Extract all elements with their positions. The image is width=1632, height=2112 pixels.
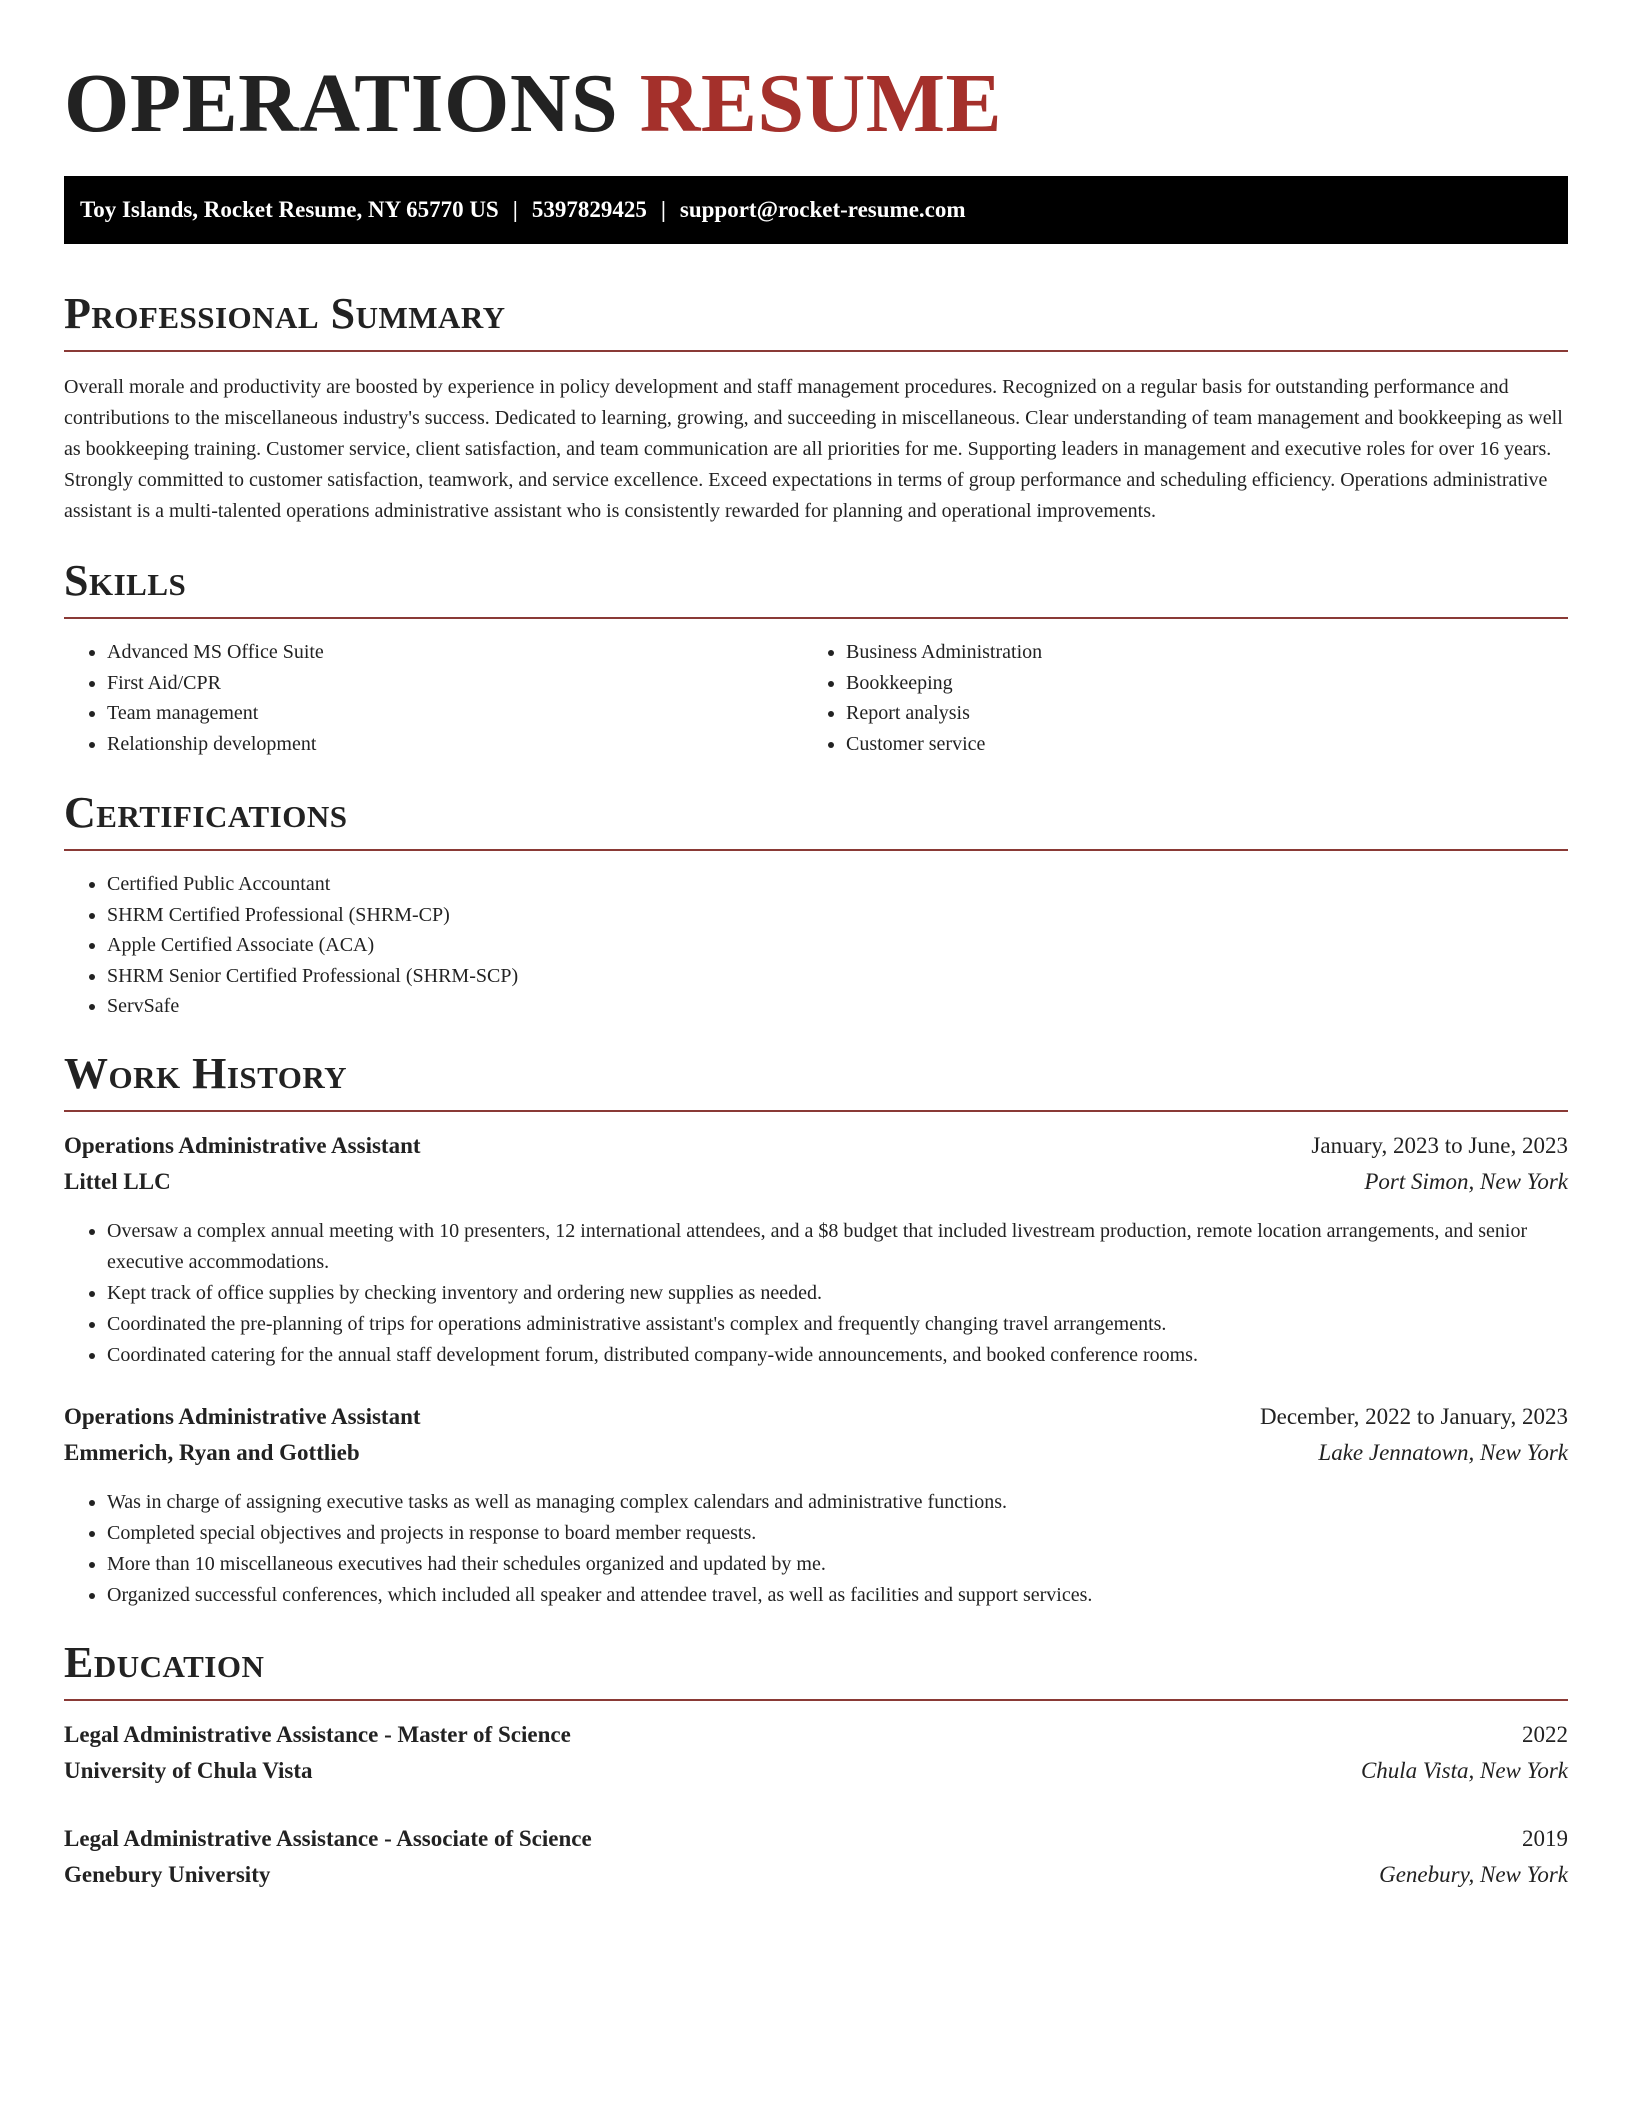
- education-location: Chula Vista, New York: [1360, 1757, 1568, 1783]
- job-entry: [64, 1399, 1568, 1611]
- job-bullet: • Was in charge of assigning executive tasks as well as managing complex calendars and administrative functions.: [107, 1487, 1568, 1518]
- skill-item: • Business Administration: [846, 637, 1542, 668]
- job-bullet: • Organized successful conferences, which included all speaker and attendee travel, as well as facilities and support services.: [107, 1580, 1568, 1611]
- skills-heading: Skills: [64, 556, 187, 605]
- skill-item: • First Aid/CPR: [107, 668, 803, 699]
- skill-item: • Customer service: [846, 729, 1542, 760]
- education-header-row: [64, 1821, 1568, 1857]
- job-bullet: • Kept track of office supplies by checking inventory and ordering new supplies as needed.: [107, 1278, 1568, 1309]
- work-history-section: [64, 1048, 1568, 1611]
- skill-item: • Bookkeeping: [846, 668, 1542, 699]
- job-location: Lake Jennatown, New York: [1318, 1439, 1568, 1465]
- job-bullet: • More than 10 miscellaneous executives had their schedules organized and updated by me.: [107, 1549, 1568, 1580]
- education-year: 2022: [1522, 1721, 1568, 1747]
- job-dates: January, 2023 to June, 2023: [1311, 1132, 1568, 1158]
- section-divider: [64, 849, 1568, 851]
- contact-separator: |: [512, 197, 518, 222]
- skill-item: • Relationship development: [107, 729, 803, 760]
- education-school-row: [64, 1753, 1568, 1789]
- job-role: Operations Administrative Assistant: [64, 1132, 421, 1158]
- education-header-row: [64, 1717, 1568, 1753]
- contact-address: Toy Islands, Rocket Resume, NY 65770 US: [80, 197, 499, 222]
- title-word-first: OPERATIONS: [64, 57, 619, 150]
- education-entry: [64, 1821, 1568, 1893]
- resume-title: [64, 0, 1568, 152]
- job-bullet: • Coordinated catering for the annual staff development forum, distributed company-wide announcements, and booked conference rooms.: [107, 1340, 1568, 1371]
- certification-item: • SHRM Senior Certified Professional (SHRM-SCP): [107, 961, 1568, 992]
- certification-item: • Certified Public Accountant: [107, 869, 1568, 900]
- skills-section: [64, 555, 1568, 759]
- contact-email[interactable]: support@rocket-resume.com: [679, 197, 966, 222]
- education-school-row: [64, 1857, 1568, 1893]
- skills-list-right: [803, 637, 1542, 759]
- certification-item: • ServSafe: [107, 991, 1568, 1022]
- education-heading: Education: [64, 1637, 265, 1687]
- education-degree: Legal Administrative Assistance - Master of Science: [64, 1721, 571, 1747]
- education-year: 2019: [1522, 1825, 1568, 1851]
- job-bullets: [64, 1216, 1568, 1371]
- education-school: Genebury University: [64, 1861, 271, 1887]
- resume-page: [64, 0, 1568, 1893]
- job-header-row: [64, 1128, 1568, 1164]
- education-entry: [64, 1717, 1568, 1789]
- education-section: [64, 1637, 1568, 1893]
- skills-list-left: [64, 637, 803, 759]
- skill-item: • Report analysis: [846, 698, 1542, 729]
- certifications-section: [64, 787, 1568, 1022]
- job-company: Emmerich, Ryan and Gottlieb: [64, 1439, 360, 1465]
- certifications-heading: Certifications: [64, 788, 348, 837]
- job-bullet: • Coordinated the pre-planning of trips for operations administrative assistant's complex and frequently changing travel arrangements.: [107, 1309, 1568, 1340]
- summary-heading: Professional Summary: [64, 289, 506, 338]
- skills-grid: [64, 637, 1568, 759]
- job-company-row: [64, 1435, 1568, 1471]
- section-divider: [64, 1699, 1568, 1701]
- work-history-heading: Work History: [64, 1048, 348, 1098]
- skill-item: • Team management: [107, 698, 803, 729]
- contact-separator: |: [660, 197, 666, 222]
- job-company-row: [64, 1164, 1568, 1200]
- job-location: Port Simon, New York: [1364, 1168, 1568, 1194]
- education-location: Genebury, New York: [1379, 1861, 1568, 1887]
- job-dates: December, 2022 to January, 2023: [1260, 1403, 1568, 1429]
- job-entry: [64, 1128, 1568, 1371]
- certifications-list: [64, 869, 1568, 1022]
- certification-item: • Apple Certified Associate (ACA): [107, 930, 1568, 961]
- education-school: University of Chula Vista: [64, 1757, 313, 1783]
- certification-item: • SHRM Certified Professional (SHRM-CP): [107, 900, 1568, 931]
- job-bullet: • Oversaw a complex annual meeting with 10 presenters, 12 international attendees, and a $8 budget that included livestream production, remote location arrangements, and senior executive accommodations.: [107, 1216, 1568, 1278]
- job-role: Operations Administrative Assistant: [64, 1403, 421, 1429]
- job-header-row: [64, 1399, 1568, 1435]
- job-company: Littel LLC: [64, 1168, 171, 1194]
- job-bullet: • Completed special objectives and projects in response to board member requests.: [107, 1518, 1568, 1549]
- contact-phone: 5397829425: [531, 197, 647, 222]
- title-word-last: RESUME: [639, 57, 1003, 150]
- education-degree: Legal Administrative Assistance - Associate of Science: [64, 1825, 592, 1851]
- section-divider: [64, 617, 1568, 619]
- summary-text: Overall morale and productivity are boosted by experience in policy development and staff management procedures. Recognized on a regular basis for outstanding performance and contributions to the miscellaneous industry's success. Dedicated to learning, growing, and succeeding in miscellaneous. Clear understanding of team management and bookkeeping as well as bookkeeping training. Customer service, client satisfaction, and team communication are all priorities for me. Supporting leaders in management and executive roles for over 16 years. Strongly committed to customer satisfaction, teamwork, and service excellence. Exceed expectations in terms of group performance and scheduling efficiency. Operations administrative assistant is a multi-talented operations administrative assistant who is consistently rewarded for planning and operational improvements.: [64, 376, 1563, 522]
- skill-item: • Advanced MS Office Suite: [107, 637, 803, 668]
- section-divider: [64, 1110, 1568, 1112]
- job-bullets: [64, 1487, 1568, 1611]
- section-divider: [64, 350, 1568, 352]
- summary-section: [64, 288, 1568, 527]
- contact-bar: [64, 176, 1568, 244]
